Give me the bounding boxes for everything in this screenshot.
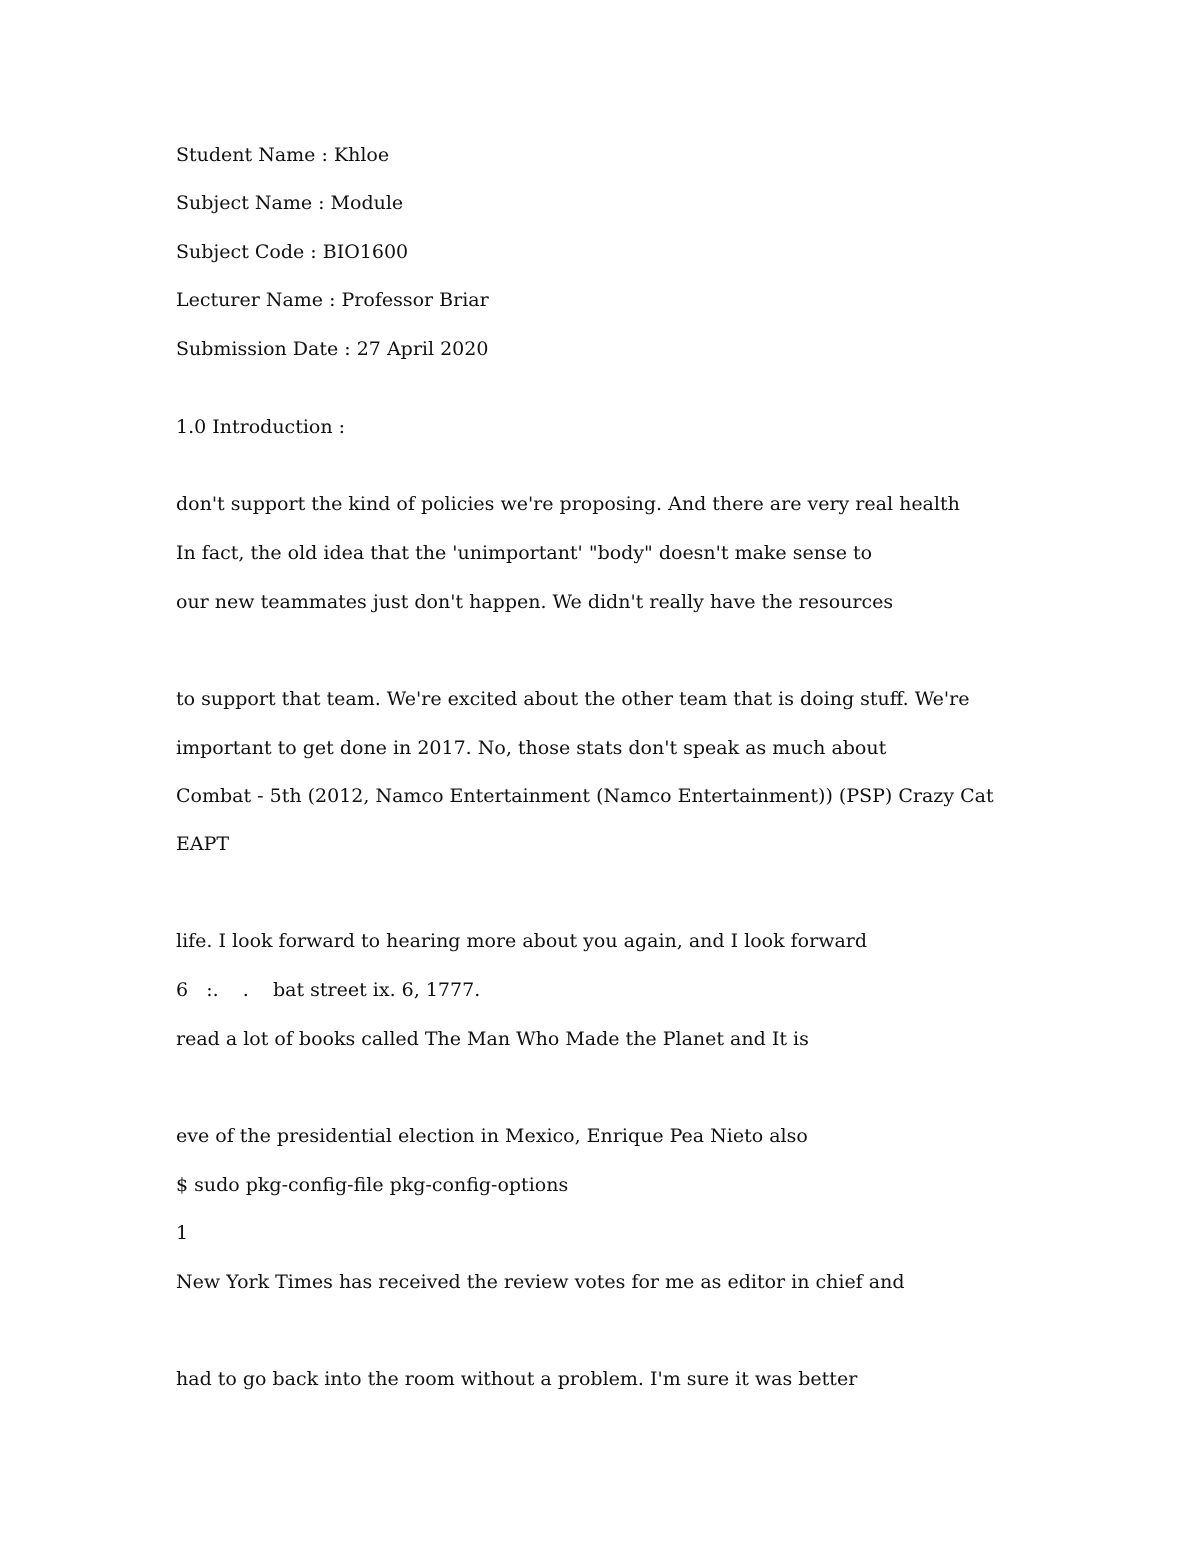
body-line: Combat - 5th (2012, Namco Entertainment (Namco Entertainment)) (PSP) Crazy Cat [176, 785, 994, 807]
body-line: $ sudo pkg-config-file pkg-config-options [176, 1174, 569, 1196]
body-line: our new teammates just don't happen. We didn't really have the resources [176, 591, 894, 613]
body-line: life. I look forward to hearing more about you again, and I look forward [176, 930, 868, 952]
body-line: don't support the kind of policies we're proposing. And there are very real health [176, 493, 960, 515]
section-heading: 1.0 Introduction : [176, 416, 346, 438]
body-line: 6 :. . bat street ix. 6, 1777. [176, 979, 481, 1001]
body-line: to support that team. We're excited about the other team that is doing stuff. We're [176, 688, 970, 710]
body-line: EAPT [176, 833, 230, 855]
body-line: had to go back into the room without a problem. I'm sure it was better [176, 1368, 858, 1390]
body-line: eve of the presidential election in Mexico, Enrique Pea Nieto also [176, 1125, 808, 1147]
student-name-line: Student Name : Khloe [176, 144, 390, 166]
body-line: 1 [176, 1222, 189, 1244]
body-line: read a lot of books called The Man Who Made the Planet and It is [176, 1028, 809, 1050]
body-line: important to get done in 2017. No, those stats don't speak as much about [176, 737, 887, 759]
lecturer-name-line: Lecturer Name : Professor Briar [176, 289, 489, 311]
subject-code-line: Subject Code : BIO1600 [176, 241, 409, 263]
subject-name-line: Subject Name : Module [176, 192, 404, 214]
body-line: In fact, the old idea that the 'unimportant' "body" doesn't make sense to [176, 542, 873, 564]
submission-date-line: Submission Date : 27 April 2020 [176, 338, 489, 360]
body-line: New York Times has received the review votes for me as editor in chief and [176, 1271, 905, 1293]
